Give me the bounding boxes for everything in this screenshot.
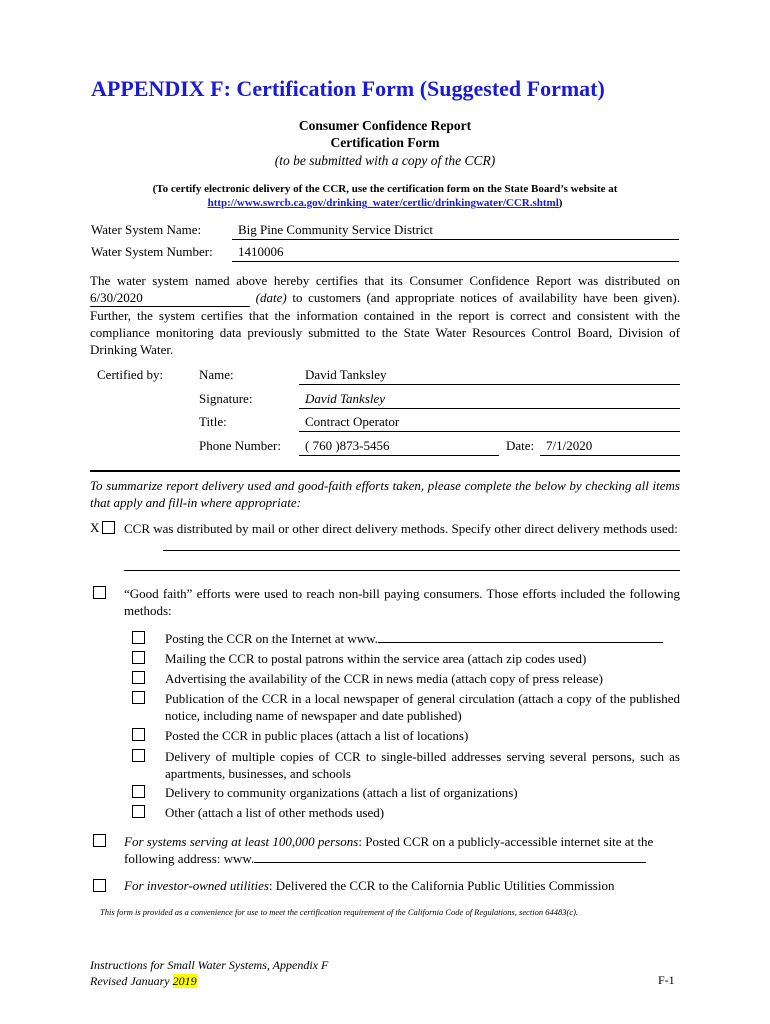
- large-system-text: [124, 833, 680, 867]
- name-label: Name:: [199, 367, 234, 382]
- multiple-copies-item: Delivery of multiple copies of CCR to single-billed addresses serving several persons, such as apartments, businesses, and schools: [165, 749, 680, 781]
- date-label: (date): [255, 290, 287, 305]
- direct-delivery-methods-field-2[interactable]: [124, 570, 680, 571]
- section-divider: [90, 470, 680, 472]
- direct-delivery-methods-field[interactable]: [163, 550, 680, 551]
- footer-revised-label: Revised January: [90, 974, 173, 988]
- title-label: Title:: [199, 414, 227, 429]
- water-system-name-label: Water System Name:: [91, 222, 202, 237]
- news-media-checkbox[interactable]: [132, 671, 145, 684]
- investor-owned-checkbox[interactable]: [93, 879, 106, 892]
- signature-date-field[interactable]: 7/1/2020: [540, 438, 680, 456]
- name-field[interactable]: David Tanksley: [299, 367, 680, 385]
- internet-posting-url-field[interactable]: [378, 630, 663, 643]
- distribution-date-field[interactable]: 6/30/2020: [90, 289, 250, 307]
- internet-posting-label: Posting the CCR on the Internet at www.: [165, 631, 378, 646]
- title-field[interactable]: Contract Operator: [299, 414, 680, 432]
- subheading-form: Certification Form: [330, 135, 440, 150]
- large-system-italic: For systems serving at least 100,000 persons: [124, 834, 359, 849]
- certification-paragraph: [90, 272, 680, 358]
- good-faith-checkbox[interactable]: [93, 586, 106, 599]
- news-media-item: Advertising the availability of the CCR in news media (attach copy of press release): [165, 671, 603, 686]
- footer-line-1: Instructions for Small Water Systems, Appendix F: [90, 958, 329, 972]
- state-board-link[interactable]: http://www.swrcb.ca.gov/drinking_water/certlic/drinkingwater/CCR.shtml: [207, 197, 559, 209]
- internet-posting-checkbox[interactable]: [132, 631, 145, 644]
- other-methods-item: Other (attach a list of other methods used): [165, 805, 385, 820]
- newspaper-item: Publication of the CCR in a local newspaper of general circulation (attach a copy of the published notice, including name of newspaper and date published): [165, 691, 680, 723]
- public-places-item: Posted the CCR in public places (attach a list of locations): [165, 728, 469, 743]
- signature-field[interactable]: David Tanksley: [299, 391, 680, 409]
- footer: [90, 957, 328, 989]
- newspaper-checkbox[interactable]: [132, 691, 145, 704]
- large-system-checkbox[interactable]: [93, 834, 106, 847]
- postal-mailing-item: Mailing the CCR to postal patrons within the service area (attach zip codes used): [165, 651, 587, 666]
- water-system-number-label: Water System Number:: [91, 244, 213, 259]
- phone-label: Phone Number:: [199, 438, 281, 453]
- direct-delivery-label: CCR was distributed by mail or other direct delivery methods. Specify other direct delivery methods used:: [124, 521, 678, 536]
- direct-delivery-text: [124, 520, 680, 537]
- water-system-number-field[interactable]: 1410006: [232, 244, 679, 262]
- signature-label: Signature:: [199, 391, 253, 406]
- community-orgs-item: Delivery to community organizations (attach a list of organizations): [165, 785, 518, 800]
- water-system-name-field[interactable]: Big Pine Community Service District: [232, 222, 679, 240]
- certify-text-1: The water system named above hereby certifies that its Consumer Confidence Report was distributed on: [90, 273, 680, 288]
- footer-year: 2019: [172, 974, 197, 988]
- electronic-note-suffix: ): [558, 197, 563, 209]
- subheading-report: Consumer Confidence Report: [298, 118, 472, 133]
- footer-line-2: [90, 973, 328, 989]
- large-system-url-field[interactable]: [254, 850, 646, 863]
- certified-by-label: Certified by:: [97, 367, 164, 382]
- large-system-label: : Posted CCR on a publicly-accessible internet site at the following address: www.: [124, 834, 654, 866]
- footnote: This form is provided as a convenience for use to meet the certification requirement of the California Code of Regulations, section 64483(c).: [100, 907, 579, 917]
- page-number: F-1: [658, 973, 675, 987]
- internet-posting-item: [165, 630, 680, 647]
- phone-field[interactable]: ( 760 )873-5456: [299, 438, 499, 456]
- good-faith-text: “Good faith” efforts were used to reach non-bill paying consumers. Those efforts included the following methods:: [124, 586, 680, 618]
- certify-text-2: to customers (and appropriate notices of availability have been given). Further, the system certifies that the information contained in the report is correct and consistent with the compliance monitoring data previously submitted to the State Water Resources Control Board, Division of Drinking Water.: [90, 290, 680, 357]
- postal-mailing-checkbox[interactable]: [132, 651, 145, 664]
- subheading-instruction: (to be submitted with a copy of the CCR): [274, 153, 496, 168]
- public-places-checkbox[interactable]: [132, 728, 145, 741]
- direct-delivery-checkbox[interactable]: [102, 521, 115, 534]
- electronic-note-prefix: (To certify electronic delivery of the CCR, use the certification form on the State Board’s website at: [152, 183, 618, 195]
- investor-owned-text: [124, 878, 680, 894]
- investor-owned-label: : Delivered the CCR to the California Public Utilities Commission: [268, 878, 615, 893]
- summary-instructions: To summarize report delivery used and good-faith efforts taken, please complete the below by checking all items that apply and fill-in where appropriate:: [90, 478, 680, 510]
- community-orgs-checkbox[interactable]: [132, 785, 145, 798]
- investor-owned-italic: For investor-owned utilities: [124, 878, 269, 893]
- option1-check-mark: X: [90, 520, 100, 535]
- multiple-copies-checkbox[interactable]: [132, 749, 145, 762]
- electronic-delivery-note: [90, 182, 680, 210]
- date-field-label: Date:: [506, 438, 535, 453]
- page-title: APPENDIX F: Certification Form (Suggested Format): [91, 76, 605, 101]
- other-methods-checkbox[interactable]: [132, 805, 145, 818]
